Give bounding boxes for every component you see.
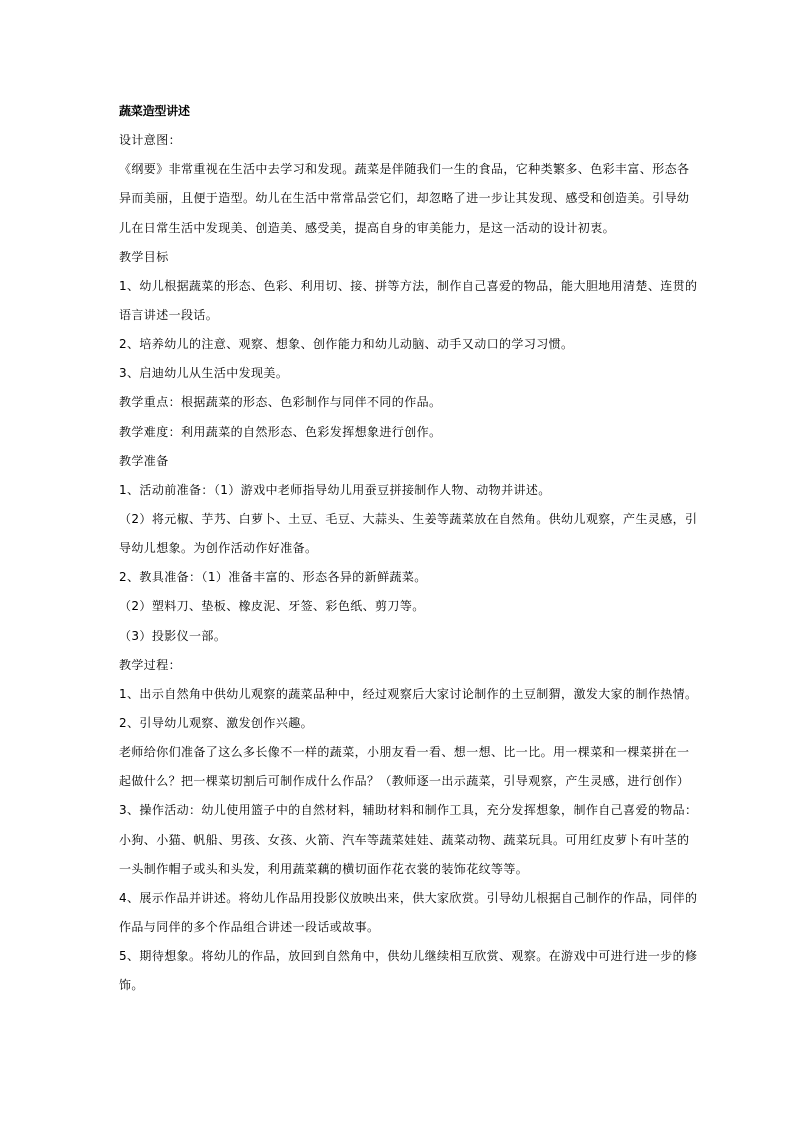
text-line: 教学过程： [119,657,182,672]
text-line: 异而美丽，且便于造型。幼儿在生活中常常品尝它们，却忽略了进一步让其发现、感受和创造美。引导幼 [119,191,690,206]
text-line: 教学准备 [119,453,169,468]
text-line: 教学重点：根据蔬菜的形态、色彩制作与同伴不同的作品。 [119,395,442,410]
text-line: 老师给你们准备了这么多长像不一样的蔬菜，小朋友看一看、想一想、比一比。用一棵菜和一棵菜拼在一 [119,745,690,760]
text-line: 语言讲述一段话。 [119,307,219,322]
text-line: 导幼儿想象。为创作活动作好准备。 [119,541,318,556]
text-line: （3）投影仪一部。 [119,628,227,643]
text-line: 1、出示自然角中供幼儿观察的蔬菜品种中，经过观察后大家讨论制作的土豆制猬，激发大家的制作热情。 [119,686,698,701]
text-line: 教学难度：利用蔬菜的自然形态、色彩发挥想象进行创作。 [119,424,442,439]
text-line: 起做什么？把一棵菜切割后可制作成什么作品？（教师逐一出示蔬菜，引导观察，产生灵感，进行创作） [119,774,690,789]
text-line: 5、期待想象。将幼儿的作品，放回到自然角中，供幼儿继续相互欣赏、观察。在游戏中可进行进一步的修 [119,949,698,964]
text-line: 2、培养幼儿的注意、观察、想象、创作能力和幼儿动脑、动手又动口的学习习惯。 [119,337,574,352]
text-line: 作品与同伴的多个作品组合讲述一段话或故事。 [119,919,380,934]
text-line: 3、操作活动：幼儿使用篮子中的自然材料，辅助材料和制作工具，充分发挥想象，制作自己喜爱的物品： [119,803,698,818]
text-line: 2、引导幼儿观察、激发创作兴趣。 [119,715,314,730]
text-line: 小狗、小猫、帆船、男孩、女孩、火箭、汽车等蔬菜娃娃、蔬菜动物、蔬菜玩具。可用红皮萝卜有叶茎的 [119,832,690,847]
text-line: 教学目标 [119,249,169,264]
text-line: 一头制作帽子或头和头发，利用蔬菜藕的横切面作花衣裳的装饰花纹等等。 [119,861,529,876]
text-line: 2、教具准备：（1）准备丰富的、形态各异的新鲜蔬菜。 [119,570,427,585]
text-line: 儿在日常生活中发现美、创造美、感受美，提高自身的审美能力，是这一活动的设计初衷。 [119,220,616,235]
text-line: 4、展示作品并讲述。将幼儿作品用投影仪放映出来，供大家欣赏。引导幼儿根据自己制作的作品，同伴的 [119,890,698,905]
text-line: 《纲要》非常重视在生活中去学习和发现。蔬菜是伴随我们一生的食品，它种类繁多、色彩丰富、形态各 [119,162,690,177]
text-line: （2）将元椒、芋艿、白萝卜、土豆、毛豆、大蒜头、生姜等蔬菜放在自然角。供幼儿观察，产生灵感，引 [119,511,698,526]
document-body [119,97,698,1000]
text-line: 1、幼儿根据蔬菜的形态、色彩、利用切、接、拼等方法，制作自己喜爱的物品，能大胆地用清楚、连贯的 [119,278,698,293]
document-title: 蔬菜造型讲述 [119,104,190,118]
text-line: （2）塑料刀、垫板、橡皮泥、牙签、彩色纸、剪刀等。 [119,599,425,614]
text-line: 3、启迪幼儿从生活中发现美。 [119,366,289,381]
text-line: 设计意图： [119,133,182,148]
text-line: 饰。 [119,978,144,993]
text-line: 1、活动前准备：（1）游戏中老师指导幼儿用蚕豆拼接制作人物、动物并讲述。 [119,482,551,497]
